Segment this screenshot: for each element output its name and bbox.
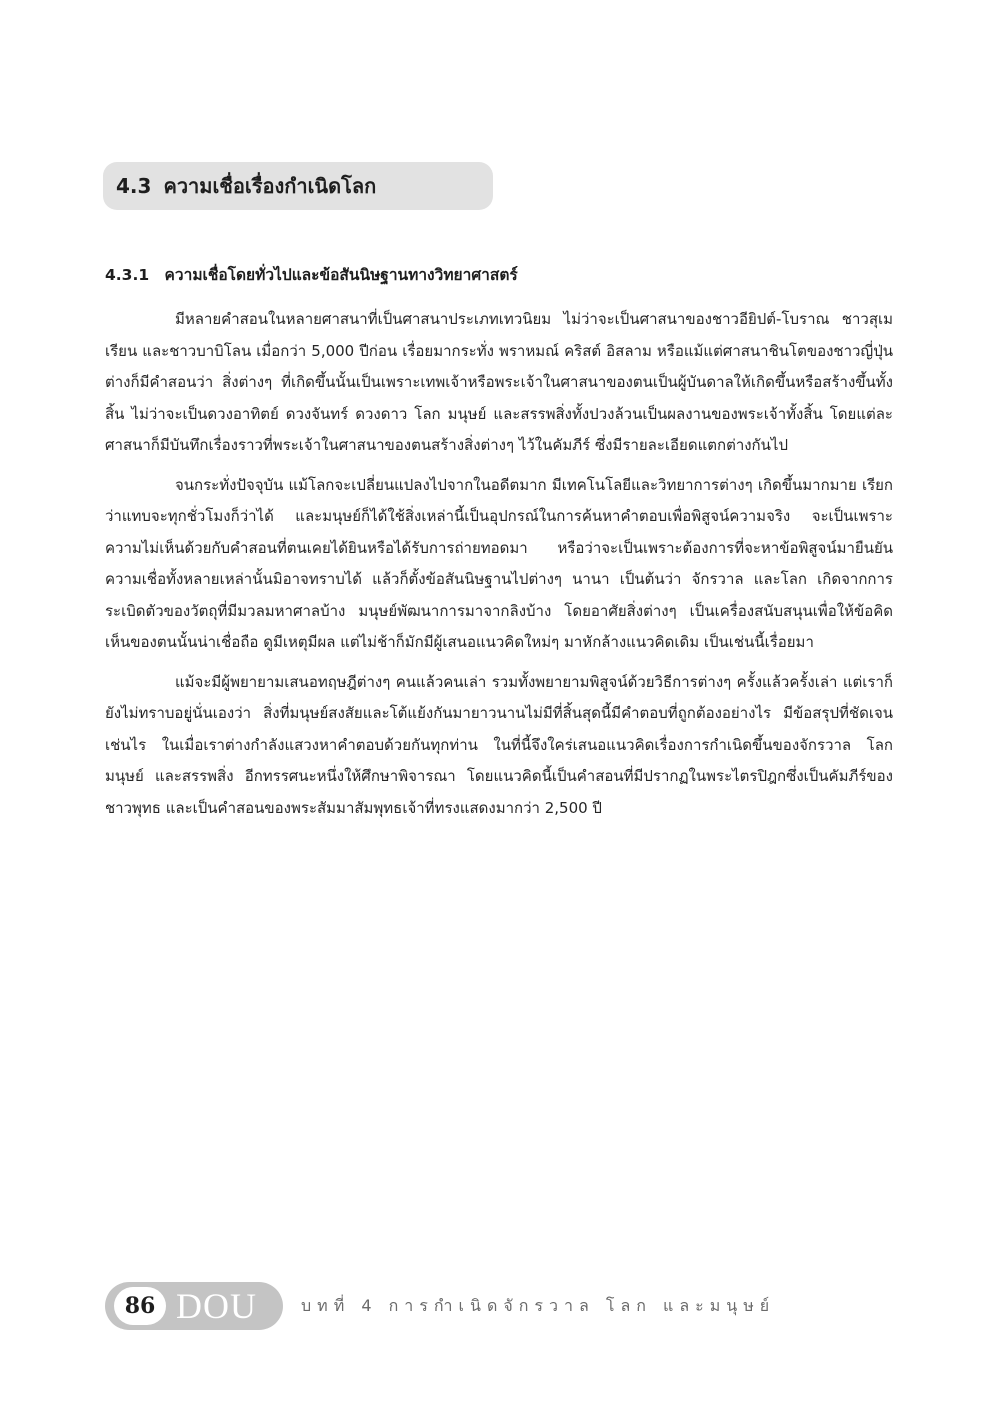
body-text: [105, 304, 893, 832]
page-number: 86: [114, 1287, 166, 1325]
subsection-number: 4.3.1: [105, 266, 150, 284]
section-title: ความเชื่อเรื่องกำเนิดโลก: [163, 174, 377, 198]
paragraph-2: จนกระทั่งปัจจุบัน แม้โลกจะเปลี่ยนแปลงไปจากในอดีตมาก มีเทคโนโลยีและวิทยาการต่างๆ เกิดขึ้นมากมาย เรียกว่าแทบจะทุกชั่วโมงก็ว่าได้ และมนุษย์ก็ได้ใช้สิ่งเหล่านี้เป็นอุปกรณ์ในการค้นหาคำตอบเพื่อพิสูจน์ความจริง จะเป็นเพราะความไม่เห็นด้วยกับคำสอนที่ตนเคยได้ยินหรือได้รับการถ่ายทอดมา หรือว่าจะเป็นเพราะต้องการที่จะหาข้อพิสูจน์มายืนยันความเชื่อทั้งหลายเหล่านั้นมิอาจทราบได้ แล้วก็ตั้งข้อสันนิษฐานไปต่างๆ นานา เป็นต้นว่า จักรวาล และโลก เกิดจากการระเบิดตัวของวัตถุที่มีมวลมหาศาลบ้าง มนุษย์พัฒนาการมาจากลิงบ้าง โดยอาศัยสิ่งต่างๆ เป็นเครื่องสนับสนุนเพื่อให้ข้อคิดเห็นของตนนั้นน่าเชื่อถือ ดูมีเหตุมีผล แต่ไม่ช้าก็มักมีผู้เสนอแนวคิดใหม่ๆ มาหักล้างแนวคิดเดิม เป็นเช่นนี้เรื่อยมา: [105, 475, 893, 651]
footer-badge: [105, 1282, 283, 1330]
paragraph-3: แม้จะมีผู้พยายามเสนอทฤษฎีต่างๆ คนแล้วคนเล่า รวมทั้งพยายามพิสูจน์ด้วยวิธีการต่างๆ ครั้งแล้วครั้งเล่า แต่เราก็ยังไม่ทราบอยู่นั่นเองว่า สิ่งที่มนุษย์สงสัยและโต้แย้งกันมายาวนานไม่มีที่สิ้นสุดนี้มีคำตอบที่ถูกต้องอย่างไร มีข้อสรุปที่ชัดเจนเช่นไร ในเมื่อเราต่างกำลังแสวงหาคำตอบด้วยกันทุกท่าน ในที่นี้จึงใคร่เสนอแนวคิดเรื่องการกำเนิดขึ้นของจักรวาล โลก มนุษย์ และสรรพสิ่ง อีกทรรศนะหนึ่งให้ศึกษาพิจารณา โดยแนวคิดนี้เป็นคำสอนที่มีปรากฏในพระไตรปิฎกซึ่งเป็นคัมภีร์ของชาวพุทธ และเป็นคำสอนของพระสัมมาสัมพุทธเจ้าที่ทรงแสดงมากว่า 2,500 ปี: [105, 672, 893, 817]
subsection-heading: [105, 262, 518, 287]
section-number: 4.3: [116, 174, 152, 198]
brand-logo: DOU: [176, 1286, 257, 1326]
chapter-title: บทที่ 4 การกำเนิดจักรวาล โลก และมนุษย์: [301, 1295, 776, 1315]
page-footer: [105, 1282, 775, 1330]
paragraph-1: มีหลายคำสอนในหลายศาสนาที่เป็นศาสนาประเภทเทวนิยม ไม่ว่าจะเป็นศาสนาของชาวอียิปต์-โบราณ ชาวสุเมเรียน และชาวบาบิโลน เมื่อกว่า 5,000 ปีก่อน เรื่อยมากระทั่ง พราหมณ์ คริสต์ อิสลาม หรือแม้แต่ศาสนาชินโตของชาวญี่ปุ่น ต่างก็มีคำสอนว่า สิ่งต่างๆ ที่เกิดขึ้นนั้นเป็นเพราะเทพเจ้าหรือพระเจ้าในศาสนาของตนเป็นผู้บันดาลให้เกิดขึ้นหรือสร้างขึ้นทั้งสิ้น ไม่ว่าจะเป็นดวงอาทิตย์ ดวงจันทร์ ดวงดาว โลก มนุษย์ และสรรพสิ่งทั้งปวงล้วนเป็นผลงานของพระเจ้าทั้งสิ้น โดยแต่ละศาสนาก็มีบันทึกเรื่องราวที่พระเจ้าในศาสนาของตนสร้างสิ่งต่างๆ ไว้ในคัมภีร์ ซึ่งมีรายละเอียดแตกต่างกันไป: [105, 310, 893, 454]
section-heading-bar: [103, 162, 493, 210]
subsection-title: ความเชื่อโดยทั่วไปและข้อสันนิษฐานทางวิทยาศาสตร์: [164, 266, 518, 284]
